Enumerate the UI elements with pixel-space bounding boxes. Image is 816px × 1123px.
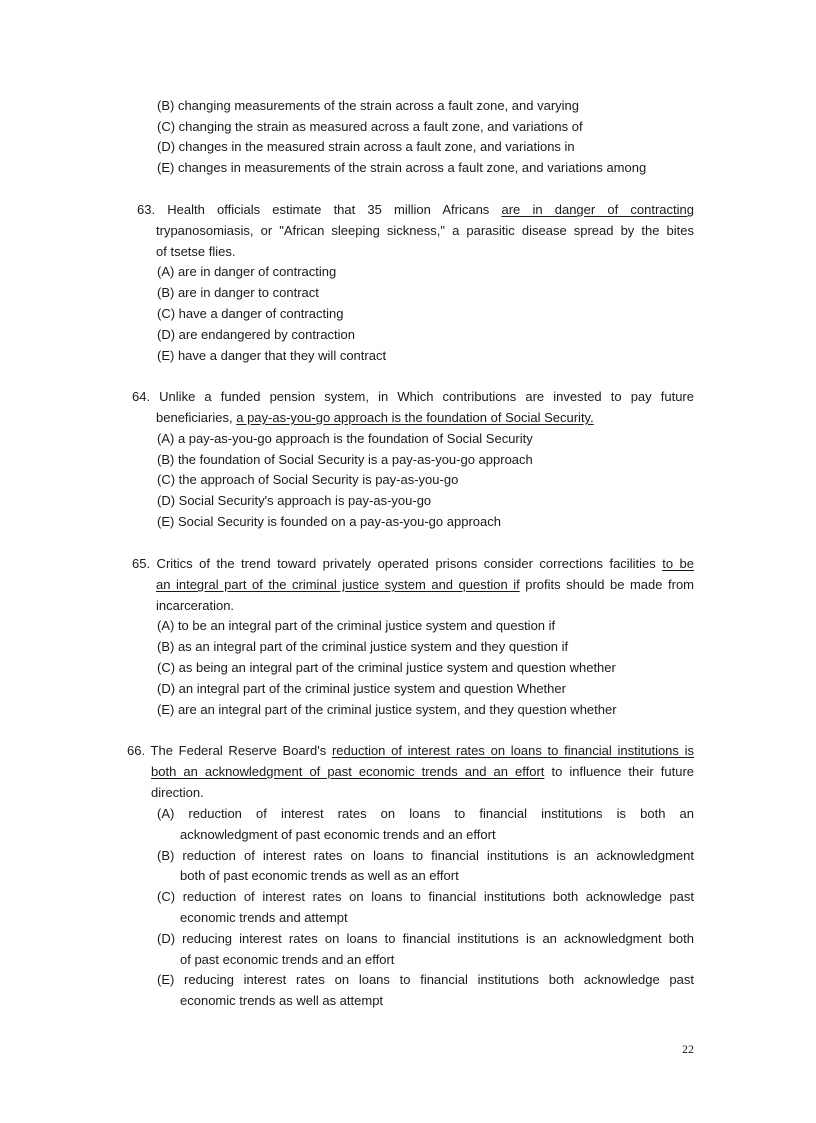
q66-option-a-line-2: acknowledgment of past economic trends and an effort (180, 827, 496, 842)
q66-underlined-part-2: both an acknowledgment of past economic trends and an effort (151, 764, 545, 779)
q62-option-e: (E) changes in measurements of the strain across a fault zone, and variations among (157, 160, 647, 175)
q64-option-a: (A) a pay-as-you-go approach is the foundation of Social Security (157, 431, 533, 446)
q64-option-e: (E) Social Security is founded on a pay-as-you-go approach (157, 514, 501, 529)
q64-stem-line-2 (156, 410, 594, 426)
q66-option-d-line-1: (D) reducing interest rates on loans to financial institutions is an acknowledgment both (157, 931, 694, 946)
q66-stem-text: 66. The Federal Reserve Board's (127, 743, 327, 758)
q64-option-d: (D) Social Security's approach is pay-as-you-go (157, 493, 432, 508)
q63-option-a: (A) are in danger of contracting (157, 264, 337, 279)
q66-option-e-line-2: economic trends as well as attempt (180, 993, 384, 1008)
q66-option-a-line-1: (A) reduction of interest rates on loans to financial institutions is both an (157, 806, 694, 821)
q65-underlined-part-2: an integral part of the criminal justice system and question if (156, 577, 520, 592)
q62-option-b: (B) changing measurements of the strain across a fault zone, and varying (157, 98, 579, 113)
q62-option-c: (C) changing the strain as measured across a fault zone, and variations of (157, 119, 583, 134)
q64-stem-line-1: 64. Unlike a funded pension system, in Which contributions are invested to pay future (132, 389, 694, 404)
q66-stem-line-2 (151, 764, 694, 780)
q66-option-d-line-2: of past economic trends and an effort (180, 952, 395, 967)
q66-stem-text-2: to influence their future (551, 764, 695, 779)
q66-option-b-line-2: both of past economic trends as well as an effort (180, 868, 459, 883)
page-number: 22 (682, 1042, 694, 1056)
q63-stem-line-2: trypanosomiasis, or "African sleeping sickness," a parasitic disease spread by the bites (156, 223, 694, 238)
q65-stem-line-1 (132, 556, 694, 572)
q66-option-c-line-1: (C) reduction of interest rates on loans to financial institutions both acknowledge past (157, 889, 694, 904)
q63-stem-text: 63. Health officials estimate that 35 million Africans (137, 202, 490, 217)
q64-option-c: (C) the approach of Social Security is pay-as-you-go (157, 472, 459, 487)
q64-underlined-part: a pay-as-you-go approach is the foundation of Social Security. (236, 410, 594, 425)
q65-option-a: (A) to be an integral part of the criminal justice system and question if (157, 618, 556, 633)
q64-option-b: (B) the foundation of Social Security is a pay-as-you-go approach (157, 452, 533, 467)
q63-stem-line-3: of tsetse flies. (156, 244, 236, 259)
q65-stem-line-2 (156, 577, 694, 593)
q65-underlined-part-1: to be (662, 556, 694, 571)
q66-option-c-line-2: economic trends and attempt (180, 910, 348, 925)
q65-stem-text: 65. Critics of the trend toward privately operated prisons consider corrections facilities (132, 556, 656, 571)
q63-option-b: (B) are in danger to contract (157, 285, 319, 300)
q66-option-e-line-1: (E) reducing interest rates on loans to financial institutions both acknowledge past (157, 972, 694, 987)
q65-option-b: (B) as an integral part of the criminal justice system and they question if (157, 639, 569, 654)
q65-option-d: (D) an integral part of the criminal justice system and question Whether (157, 681, 566, 696)
q65-option-c: (C) as being an integral part of the criminal justice system and question whether (157, 660, 616, 675)
q63-stem-line-1 (137, 202, 694, 218)
q65-stem-line-3: incarceration. (156, 598, 235, 613)
q64-stem-text: beneficiaries, (156, 410, 233, 425)
q66-stem-line-1 (127, 743, 694, 759)
q65-option-e: (E) are an integral part of the criminal justice system, and they question whether (157, 702, 617, 717)
q66-underlined-part-1: reduction of interest rates on loans to financial institutions is (331, 743, 695, 758)
q65-stem-text-2: profits should be made from (525, 577, 695, 592)
q63-underlined-part: are in danger of contracting (501, 202, 694, 217)
q66-option-b-line-1: (B) reduction of interest rates on loans to financial institutions is an acknowledgment (157, 848, 694, 863)
q63-option-e: (E) have a danger that they will contract (157, 348, 387, 363)
q63-option-c: (C) have a danger of contracting (157, 306, 344, 321)
q62-option-d: (D) changes in the measured strain across a fault zone, and variations in (157, 139, 575, 154)
q63-option-d: (D) are endangered by contraction (157, 327, 356, 342)
q66-stem-line-3: direction. (151, 785, 204, 800)
